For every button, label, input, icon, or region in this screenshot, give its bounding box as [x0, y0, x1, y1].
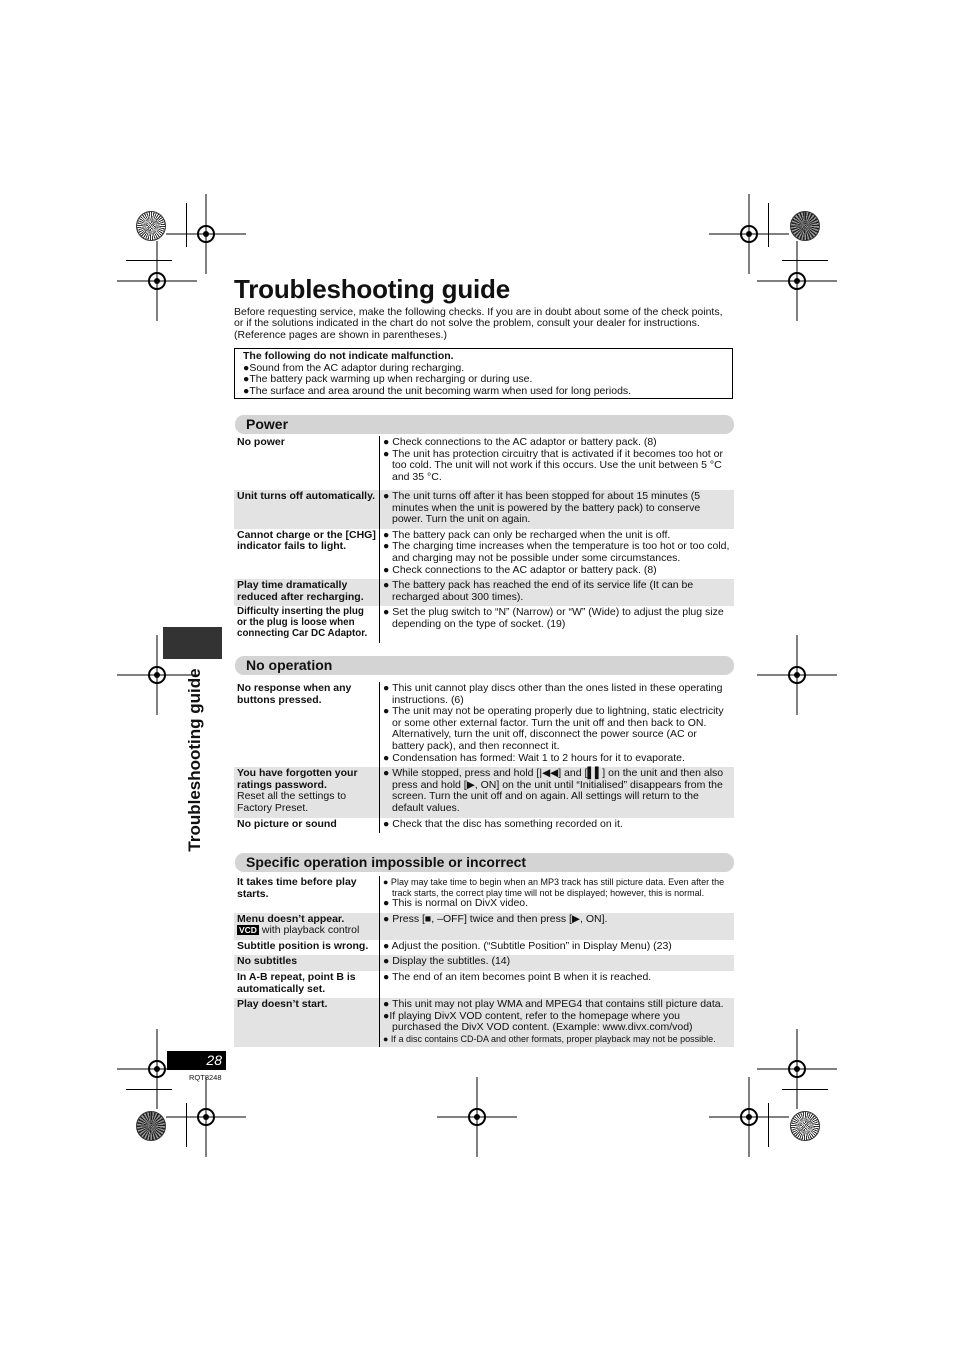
- registration-wheel: [790, 1111, 820, 1141]
- table-row: [234, 998, 734, 1047]
- solution-item: ● Check connections to the AC adaptor or battery pack. (8): [383, 563, 657, 576]
- solution-item: ● Check that the disc has something recorded on it.: [383, 817, 623, 830]
- table-row: [234, 529, 734, 579]
- note-title: The following do not indicate malfunction.: [243, 350, 454, 362]
- table-row: [234, 490, 734, 529]
- document-code: RQT8248: [189, 1073, 222, 1082]
- crosshair-icon: [709, 1077, 789, 1157]
- solution-item: ● This is normal on DivX video.: [383, 897, 529, 909]
- table-row: [234, 913, 734, 940]
- problem-cell: [234, 913, 380, 940]
- table-row: [234, 876, 734, 913]
- note-item: ●The battery pack warming up when recharging or during use.: [243, 373, 533, 386]
- table-row: [234, 579, 734, 606]
- problem-note: Reset all the settings to Factory Preset.: [237, 790, 347, 814]
- intro-paragraph: Before requesting service, make the following checks. If you are in doubt about some of the check points, or if the solutions indicated in the chart do not solve the problem, consult your dealer for instructions. (Reference pages are shown in parentheses.): [234, 306, 723, 341]
- solution-cell: [380, 913, 735, 940]
- crosshair-icon: [117, 241, 197, 321]
- specific-operation-table: [234, 876, 734, 1047]
- solution-cell: [380, 955, 735, 971]
- solution-item: ● The unit has protection circuitry that is activated if it becomes too hot or too cold. The unit will not work if this occurs. Use the unit between 5 °C and 35 °C.: [383, 447, 723, 483]
- crosshair-icon: [437, 1077, 517, 1157]
- note-item: ●Sound from the AC adaptor during recharging.: [243, 361, 465, 374]
- solution-item: ● Set the plug switch to “N” (Narrow) or “W” (Wide) to adjust the plug size depending on the type of socket. (19): [383, 606, 724, 630]
- solution-item: ● The battery pack has reached the end of its service life (It can be recharged about 300 times).: [383, 579, 694, 603]
- table-row: [234, 955, 734, 971]
- solution-cell: [380, 998, 735, 1047]
- registration-wheel: [136, 1111, 166, 1141]
- problem-cell: No picture or sound: [234, 818, 380, 834]
- table-row: [234, 682, 734, 767]
- solution-item: ● Condensation has formed: Wait 1 to 2 hours for it to evaporate.: [383, 751, 685, 764]
- solution-item: ● The unit turns off after it has been stopped for about 15 minutes (5 minutes when the unit is powered by the battery pack) to conserve power. Turn the unit on again.: [383, 490, 701, 526]
- solution-cell: [380, 971, 735, 998]
- solution-item: ● The end of an item becomes point B when it is reached.: [383, 970, 652, 983]
- solution-cell: [380, 490, 735, 529]
- solution-cell: [380, 436, 735, 490]
- solution-cell: [380, 818, 735, 834]
- solution-cell: [380, 940, 735, 956]
- solution-item: ● If a disc contains CD-DA and other formats, proper playback may not be possible.: [383, 1033, 716, 1044]
- page-number: 28: [167, 1051, 226, 1070]
- solution-cell: [380, 529, 735, 579]
- solution-cell: [380, 579, 735, 606]
- note-box: [234, 348, 733, 399]
- table-row: [234, 940, 734, 956]
- solution-item: ●If playing DivX VOD content, refer to the homepage where you purchased the DivX VOD content. (Example: www.divx.com/vod): [383, 1009, 693, 1034]
- problem-cell: Unit turns off automatically.: [234, 490, 380, 529]
- problem-cell: No power: [234, 436, 380, 490]
- solution-item: ● The charging time increases when the temperature is too hot or too cold, and charging may not be possible under some circumstances.: [383, 540, 730, 564]
- problem-cell: It takes time before play starts.: [234, 876, 380, 913]
- solution-item: ● Press [■, –OFF] twice and then press [▶, ON].: [383, 912, 608, 925]
- crosshair-icon: [757, 635, 837, 715]
- solution-item: ● The unit may not be operating properly due to lightning, static electricity or some other external factor. Turn the unit off and then back to ON. Alternatively, turn the unit off, disconnect the power source (AC or battery pack), and then reconnect it.: [383, 705, 724, 752]
- note-item: ●The surface and area around the unit becoming warm when used for long periods.: [243, 384, 632, 397]
- problem-text: You have forgotten your ratings password.: [237, 767, 358, 791]
- vcd-badge: VCD: [239, 925, 257, 936]
- solution-cell: [380, 682, 735, 767]
- problem-note: with playback control: [261, 924, 360, 937]
- problem-cell: Play doesn’t start.: [234, 998, 380, 1047]
- no-operation-table: [234, 682, 734, 833]
- solution-item: ● The battery pack can only be recharged when the unit is off.: [383, 528, 671, 541]
- problem-cell: Difficulty inserting the plug or the plug is loose when connecting Car DC Adaptor.: [234, 606, 380, 642]
- table-row: [234, 818, 734, 834]
- section-heading-no-operation: No operation: [235, 656, 734, 675]
- solution-item: ● Check connections to the AC adaptor or battery pack. (8): [383, 436, 657, 448]
- side-tab: [163, 627, 222, 659]
- crosshair-icon: [166, 1077, 246, 1157]
- problem-cell: No subtitles: [234, 955, 380, 971]
- page-title: Troubleshooting guide: [234, 274, 510, 304]
- problem-cell: Cannot charge or the [CHG] indicator fails to light.: [234, 529, 380, 579]
- problem-cell: Subtitle position is wrong.: [234, 940, 380, 956]
- power-table: [234, 436, 734, 643]
- crosshair-icon: [757, 241, 837, 321]
- table-row: [234, 767, 734, 817]
- solution-cell: [380, 606, 735, 642]
- problem-cell: No response when any buttons pressed.: [234, 682, 380, 767]
- problem-text: Menu doesn’t appear.: [237, 912, 345, 925]
- table-row: [234, 436, 734, 490]
- solution-cell: [380, 876, 735, 913]
- solution-cell: [380, 767, 735, 817]
- solution-item: ● While stopped, press and hold [|◀◀] and [▌▌] on the unit and then also press and hold [▶, ON] on the unit until “Initialised” disappears from the screen. Turn the unit off and on again. All settings will return to the default values.: [383, 767, 724, 814]
- section-heading-power: Power: [235, 415, 734, 434]
- section-heading-specific-operation: Specific operation impossible or incorrect: [235, 853, 734, 872]
- solution-item: ● Display the subtitles. (14): [383, 955, 511, 968]
- registration-wheel: [136, 211, 166, 241]
- solution-item: ● Play may take time to begin when an MP3 track has still picture data. Even after the track starts, the correct play time will not be displayed; however, this is normal.: [383, 877, 725, 898]
- problem-cell: [234, 767, 380, 817]
- problem-cell: Play time dramatically reduced after recharging.: [234, 579, 380, 606]
- solution-item: ● This unit may not play WMA and MPEG4 that contains still picture data.: [383, 998, 724, 1011]
- solution-item: ● Adjust the position. (“Subtitle Position” in Display Menu) (23): [383, 939, 672, 952]
- problem-cell: In A-B repeat, point B is automatically set.: [234, 971, 380, 998]
- table-row: [234, 606, 734, 642]
- registration-wheel: [790, 211, 820, 241]
- side-tab-label: Troubleshooting guide: [185, 668, 204, 852]
- table-row: [234, 971, 734, 998]
- solution-item: ● This unit cannot play discs other than the ones listed in these operating instructions. (6): [383, 682, 723, 706]
